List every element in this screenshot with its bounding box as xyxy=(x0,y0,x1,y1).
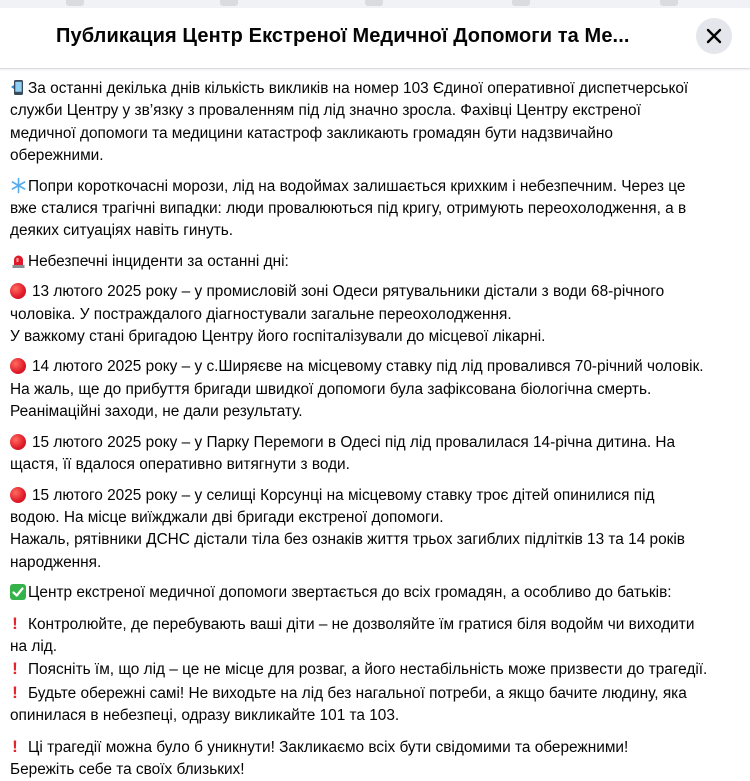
post-line: 15 лютого 2025 року – у Парку Перемоги в Одесі під лід провалилася 14-річна дитина. На xyxy=(32,433,676,451)
modal-header xyxy=(0,8,750,69)
red-circle-emoji xyxy=(10,487,26,503)
post-line: У важкому стані бригадою Центру його госпіталізували до місцевої лікарні. xyxy=(10,328,546,346)
marketplace-icon xyxy=(365,0,383,6)
post-dialog-title: Публикация Центр Екстреної Медичної Допомоги та Ме... xyxy=(56,25,630,47)
post-line: Реанімаційні заходи, не дали результату. xyxy=(10,403,303,421)
incident-item xyxy=(10,356,742,423)
background-tab-strip xyxy=(0,0,750,8)
post-line: щастя, її вдалося оперативно витягнути з води. xyxy=(10,456,350,474)
advice-list xyxy=(10,613,742,728)
red-exclamation-emoji: ! xyxy=(12,682,18,702)
post-line: На жаль, ще до прибуття бригади швидкої допомоги була зафіксована біологічна смерть. xyxy=(10,380,652,398)
post-line: Ці трагедії можна було б уникнути! Закликаємо всіх бути свідомими та обережними! xyxy=(28,738,629,756)
post-line: на лід. xyxy=(10,637,57,655)
paragraph-incidents-heading xyxy=(10,251,742,273)
post-body xyxy=(10,78,742,778)
close-button[interactable] xyxy=(696,18,732,54)
video-icon xyxy=(220,0,238,6)
red-exclamation-emoji: ! xyxy=(12,736,18,756)
mobile-phone-emoji xyxy=(10,79,27,96)
post-line: Небезпечні інциденти за останні дні: xyxy=(28,252,289,270)
snowflake-emoji xyxy=(10,177,27,194)
post-line: 14 лютого 2025 року – у с.Ширяєве на місцевому ставку під лід провалився 70-річний чоловік. xyxy=(32,358,704,376)
post-line: народження. xyxy=(10,553,102,571)
paragraph-frost xyxy=(10,176,742,243)
post-line: Нажаль, рятівники ДСНС дістали тіла без ознаків життя трьох загиблих підлітків 13 та 14 років xyxy=(10,531,685,549)
post-line: Будьте обережні самі! Не виходьте на лід без нагальної потреби, а якщо бачите людину, яка xyxy=(28,684,687,702)
home-icon xyxy=(66,0,84,6)
post-line: деяких ситуаціях навіть гинуть. xyxy=(10,222,234,240)
post-line: чоловіка. У постраждалого діагностували загальне переохолодження. xyxy=(10,305,512,323)
post-line: Поясніть їм, що лід – це не місце для розваг, а його нестабільність може призвести до трагедії. xyxy=(28,661,708,679)
post-line: Бережіть себе та своїх близьких! xyxy=(10,760,245,778)
post-line: обережними. xyxy=(10,147,104,165)
post-line: Контролюйте, де перебувають ваші діти – не дозволяйте їм гратися біля водойм чи виходити xyxy=(28,615,695,633)
red-circle-emoji xyxy=(10,283,26,299)
incident-item xyxy=(10,281,742,348)
red-exclamation-emoji: ! xyxy=(12,659,18,679)
post-line: вже сталися трагічні випадки: люди провалюються під кригу, отримують переохолодження, а в xyxy=(10,200,687,218)
post-line: медичної допомоги та медицини катастроф закликають громадян бути надзвичайно xyxy=(10,124,613,142)
red-circle-emoji xyxy=(10,434,26,450)
groups-icon xyxy=(512,0,530,6)
incident-item xyxy=(10,432,742,477)
red-exclamation-emoji: ! xyxy=(12,613,18,633)
gaming-icon xyxy=(660,0,678,6)
post-line: водою. На місце виїжджали дві бригади екстреної допомоги. xyxy=(10,508,444,526)
paragraph-intro xyxy=(10,78,742,168)
incident-item xyxy=(10,485,742,575)
post-line: 15 лютого 2025 року – у селищі Корсунці на місцевому ставку троє дітей опинилися під xyxy=(32,486,655,504)
red-circle-emoji xyxy=(10,358,26,374)
post-line: За останні декілька днів кількість викликів на номер 103 Єдиної оперативної диспетчерської xyxy=(28,80,689,97)
police-light-emoji xyxy=(10,252,27,269)
post-line: 13 лютого 2025 року – у промисловій зоні Одеси рятувальники дістали з води 68-річного xyxy=(32,283,665,301)
post-line: служби Центру у зв’язку з проваленням під лід значно зросла. Фахівці Центру екстреної xyxy=(10,102,641,120)
white-check-mark-emoji xyxy=(10,584,26,600)
paragraph-closing xyxy=(10,736,742,781)
paragraph-appeal-heading xyxy=(10,582,742,604)
post-line: Попри короткочасні морози, лід на водоймах залишається крихким і небезпечним. Через це xyxy=(28,177,686,195)
post-line: Центр екстреної медичної допомоги звертається до всіх громадян, а особливо до батьків: xyxy=(28,584,672,602)
close-icon xyxy=(704,26,724,46)
post-line: опинилася в небезпеці, одразу викликайте 101 та 103. xyxy=(10,707,400,725)
